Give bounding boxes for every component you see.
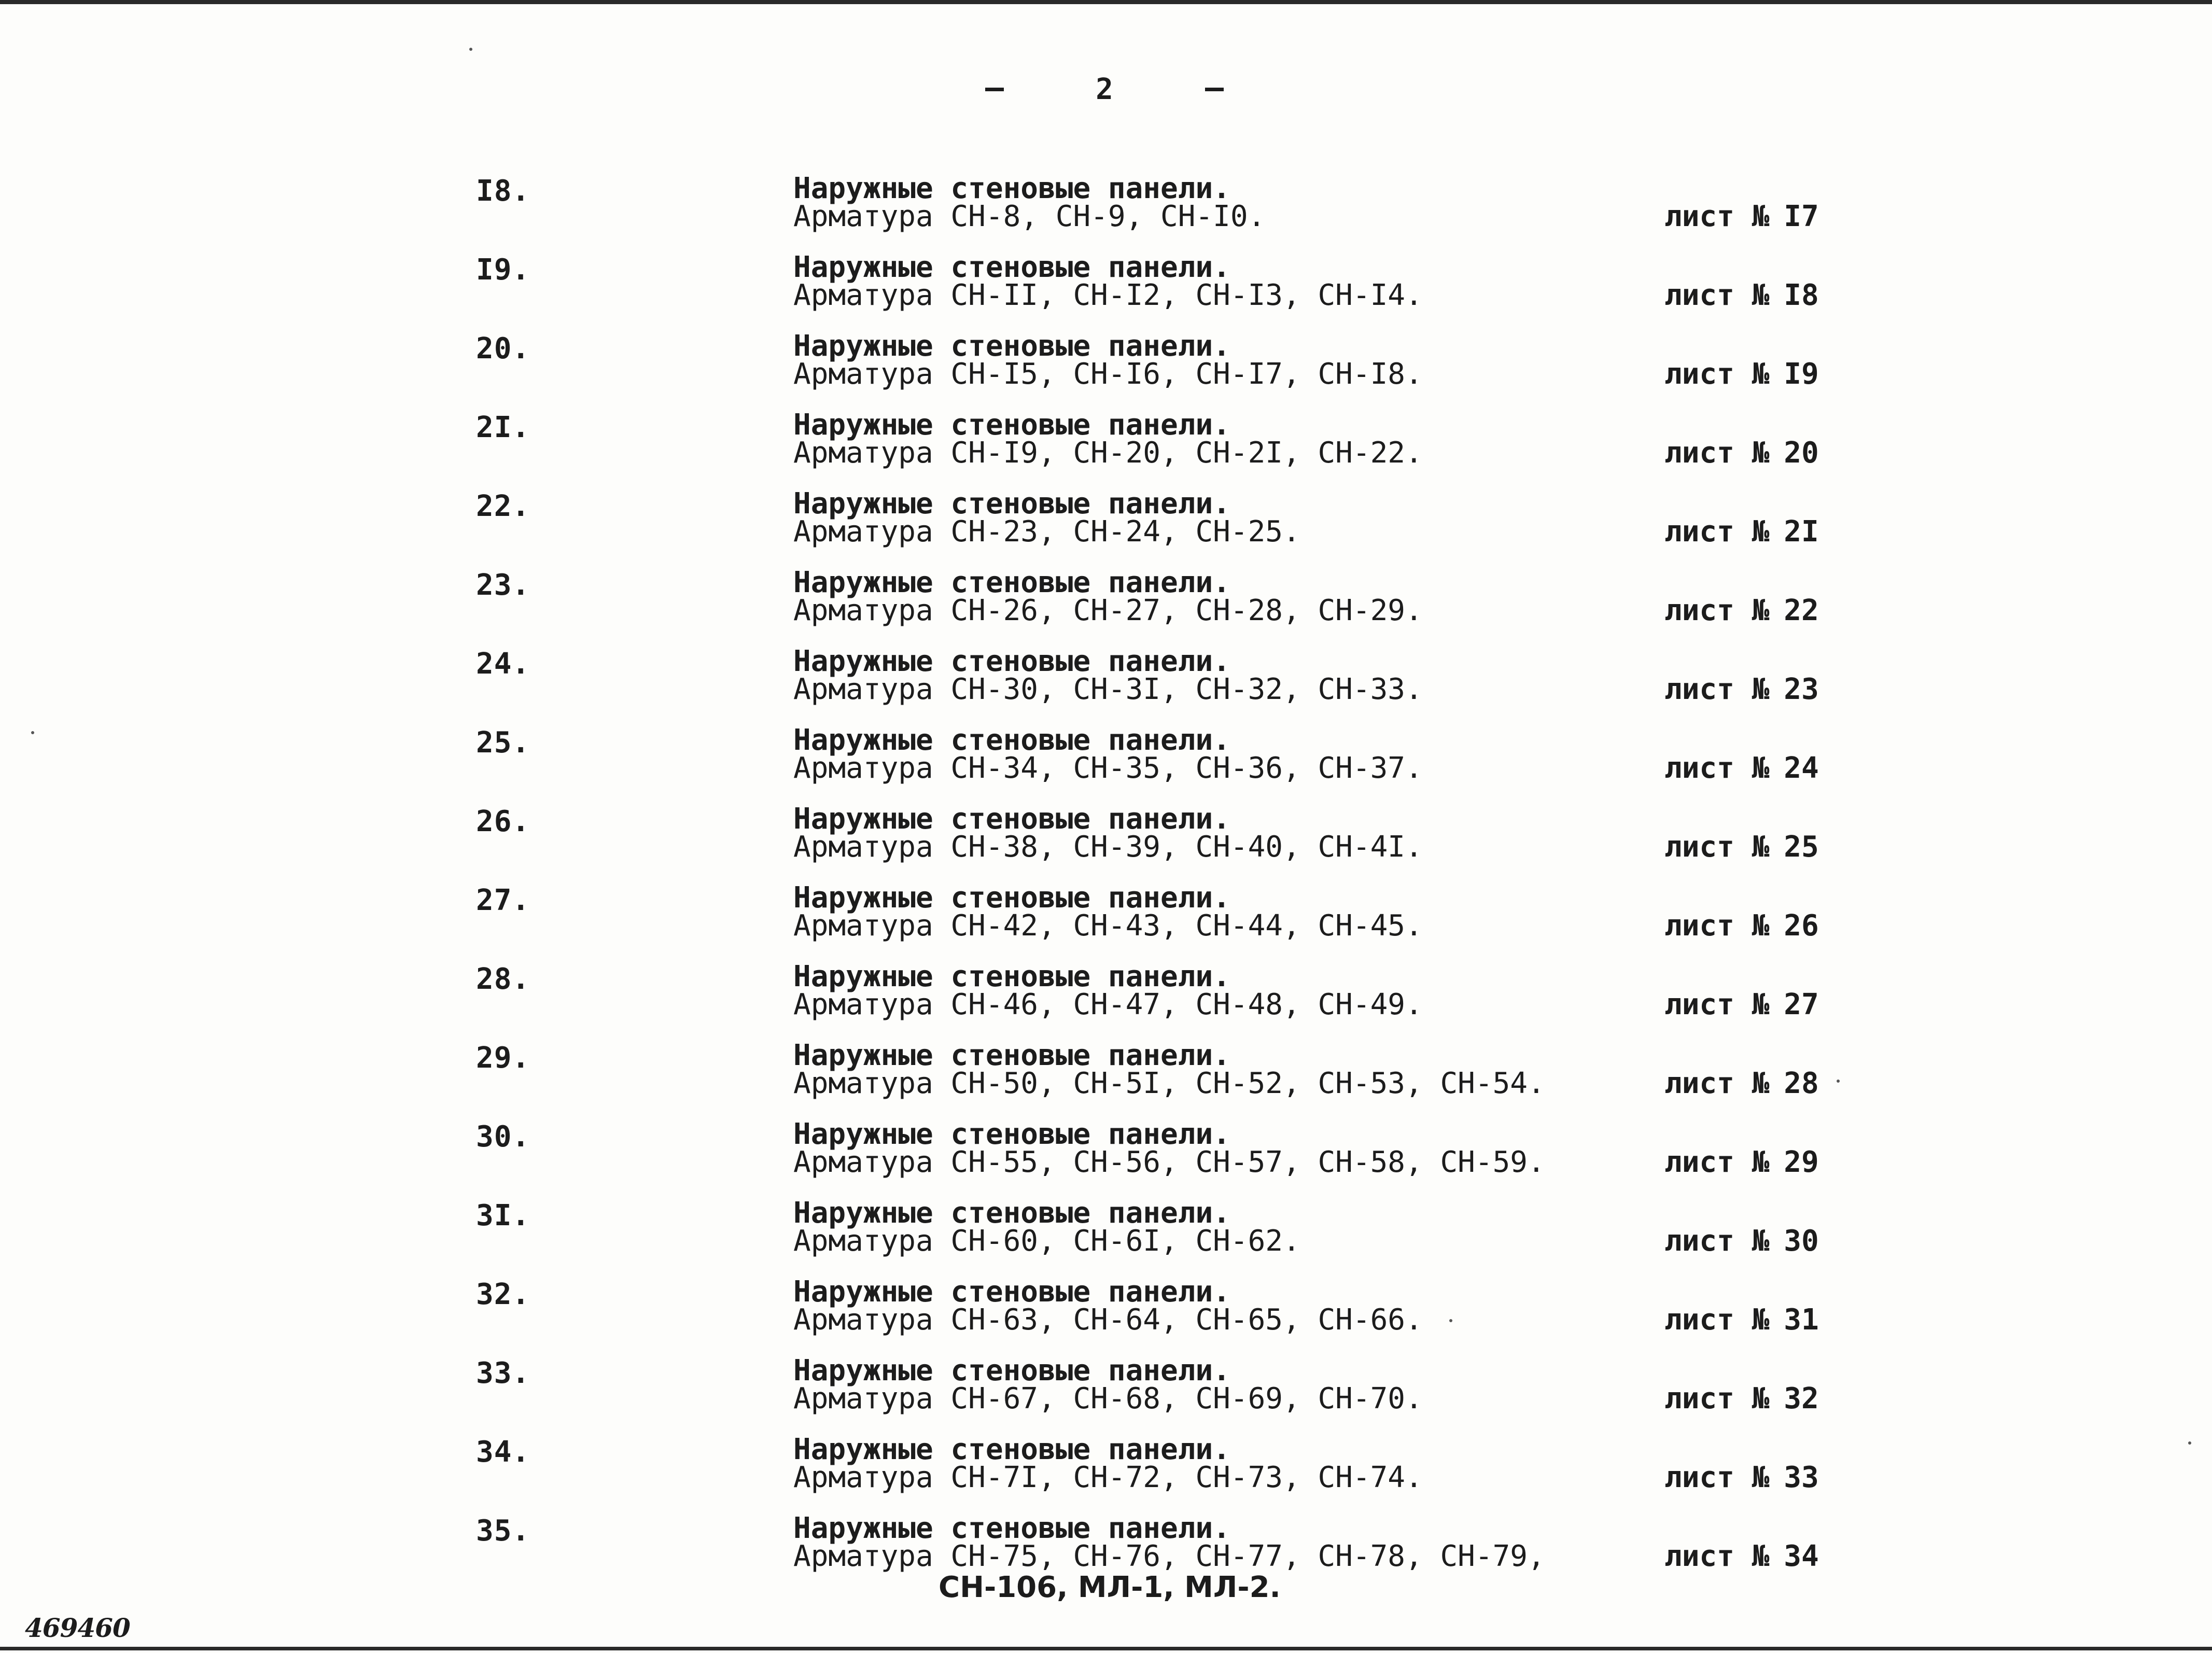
sheet-label: лист №	[1664, 1067, 1770, 1100]
list-item	[0, 568, 2212, 647]
item-rebar-list: Арматура СН-63, СН-64, СН-65, СН-66.	[793, 1303, 1423, 1337]
item-rebar-list: Арматура СН-26, СН-27, СН-28, СН-29.	[793, 594, 1423, 627]
item-rebar-list: Арматура СН-38, СН-39, СН-40, СН-4I.	[793, 830, 1423, 864]
item-number: 25.	[476, 726, 530, 760]
sheet-label: лист №	[1664, 278, 1770, 312]
item-title: Наружные стеновые панели.	[793, 487, 1230, 521]
sheet-label: лист №	[1664, 1539, 1770, 1573]
item-number: 33.	[476, 1356, 530, 1390]
item-title: Наружные стеновые панели.	[793, 1433, 1230, 1466]
sheet-number: 25	[1784, 830, 1819, 864]
list-item	[0, 250, 2212, 332]
item-rebar-list: Арматура СН-30, СН-3I, СН-32, СН-33.	[793, 673, 1423, 706]
scan-speck	[1449, 1319, 1452, 1322]
sheet-label: лист №	[1664, 594, 1770, 627]
item-number: 22.	[476, 489, 530, 523]
sheet-number: 32	[1784, 1382, 1819, 1416]
list-item	[0, 647, 2212, 726]
item-rebar-list: Арматура СН-I9, СН-20, СН-2I, СН-22.	[793, 436, 1423, 470]
list-item	[0, 1511, 2212, 1613]
item-sheet-ref	[1664, 1226, 1819, 1257]
item-number: 23.	[476, 568, 530, 602]
top-border-line	[0, 0, 2212, 4]
item-rebar-list: Арматура СН-II, СН-I2, СН-I3, СН-I4.	[793, 278, 1423, 312]
item-sheet-ref	[1664, 1147, 1819, 1178]
item-title: Наружные стеновые панели.	[793, 1354, 1230, 1388]
sheet-number: I9	[1784, 357, 1819, 391]
sheet-label: лист №	[1664, 436, 1770, 470]
item-title: Наружные стеновые панели.	[793, 566, 1230, 599]
list-item	[0, 1117, 2212, 1199]
item-sheet-ref	[1664, 1383, 1819, 1414]
sheet-label: лист №	[1664, 830, 1770, 864]
item-rebar-list: Арматура СН-I5, СН-I6, СН-I7, СН-I8.	[793, 357, 1423, 391]
item-number: 26.	[476, 805, 530, 838]
item-rebar-list: Арматура СН-60, СН-6I, СН-62.	[793, 1224, 1300, 1258]
list-item	[0, 174, 2212, 253]
item-title: Наружные стеновые панели.	[793, 881, 1230, 915]
sheet-label: лист №	[1664, 988, 1770, 1021]
item-number: 27.	[476, 884, 530, 917]
sheet-number: 2I	[1784, 515, 1819, 549]
scan-speck	[1837, 1080, 1840, 1083]
sheet-number: 31	[1784, 1303, 1819, 1337]
sheet-number: 27	[1784, 988, 1819, 1021]
item-sheet-ref	[1664, 989, 1819, 1020]
list-item	[0, 1196, 2212, 1278]
item-title: Наружные стеновые панели.	[793, 172, 1230, 205]
item-sheet-ref	[1664, 1068, 1819, 1099]
item-rebar-list: Арматура СН-34, СН-35, СН-36, СН-37.	[793, 751, 1423, 785]
list-item	[0, 962, 2212, 1041]
sheet-label: лист №	[1664, 673, 1770, 706]
sheet-number: 22	[1784, 594, 1819, 627]
item-rebar-list: Арматура СН-46, СН-47, СН-48, СН-49.	[793, 988, 1423, 1021]
sheet-label: лист №	[1664, 909, 1770, 943]
item-title: Наружные стеновые панели.	[793, 645, 1230, 678]
sheet-label: лист №	[1664, 1382, 1770, 1416]
item-rebar-list: Арматура СН-55, СН-56, СН-57, СН-58, СН-59.	[793, 1145, 1545, 1179]
item-title: Наружные стеновые панели.	[793, 329, 1230, 363]
bottom-border-line	[0, 1647, 2212, 1650]
item-rebar-list: Арматура СН-42, СН-43, СН-44, СН-45.	[793, 909, 1423, 943]
item-sheet-ref	[1664, 280, 1819, 311]
list-item	[0, 1356, 2212, 1435]
sheet-number: I8	[1784, 278, 1819, 312]
sheet-label: лист №	[1664, 1224, 1770, 1258]
inventory-number: 469460	[25, 1613, 130, 1643]
contents-list	[0, 174, 2212, 1613]
list-item	[0, 1435, 2212, 1514]
item-rebar-list: Арматура СН-23, СН-24, СН-25.	[793, 515, 1300, 549]
list-item	[0, 1275, 2212, 1356]
item-rebar-list: Арматура СН-67, СН-68, СН-69, СН-70.	[793, 1382, 1423, 1416]
sheet-number: 33	[1784, 1461, 1819, 1494]
list-item	[0, 1041, 2212, 1120]
item-sheet-ref	[1664, 1541, 1819, 1572]
sheet-label: лист №	[1664, 515, 1770, 549]
item-number: 35.	[476, 1514, 530, 1548]
item-title: Наружные стеновые панели.	[793, 960, 1230, 993]
page-number-right-dash	[1205, 88, 1224, 91]
sheet-number: 29	[1784, 1145, 1819, 1179]
sheet-label: лист №	[1664, 200, 1770, 233]
item-number: 32.	[476, 1278, 530, 1311]
sheet-label: лист №	[1664, 1145, 1770, 1179]
item-number: I8.	[476, 174, 530, 208]
item-rebar-list: Арматура СН-50, СН-5I, СН-52, СН-53, СН-54.	[793, 1067, 1545, 1100]
item-number: 2I.	[476, 411, 530, 444]
item-title: Наружные стеновые панели.	[793, 408, 1230, 442]
item-number: I9.	[476, 253, 530, 287]
item-title: Наружные стеновые панели.	[793, 250, 1230, 284]
item-sheet-ref	[1664, 1462, 1819, 1493]
sheet-label: лист №	[1664, 1303, 1770, 1337]
sheet-label: лист №	[1664, 1461, 1770, 1494]
item-title: Наружные стеновые панели.	[793, 1039, 1230, 1072]
item-sheet-ref	[1664, 910, 1819, 942]
item-sheet-ref	[1664, 1305, 1819, 1336]
item-sheet-ref	[1664, 674, 1819, 705]
sheet-number: 30	[1784, 1224, 1819, 1258]
item-sheet-ref	[1664, 201, 1819, 232]
scan-speck	[31, 731, 34, 734]
sheet-number: 34	[1784, 1539, 1819, 1573]
page-number	[985, 73, 1224, 106]
item-number: 3I.	[476, 1199, 530, 1232]
item-rebar-list: Арматура СН-8, СН-9, СН-I0.	[793, 200, 1266, 233]
list-item	[0, 881, 2212, 962]
sheet-label: лист №	[1664, 751, 1770, 785]
item-title: Наружные стеновые панели.	[793, 1117, 1230, 1151]
sheet-number: 23	[1784, 673, 1819, 706]
sheet-number: 28	[1784, 1067, 1819, 1100]
item-sheet-ref	[1664, 595, 1819, 626]
item-number: 20.	[476, 332, 530, 366]
item-sheet-ref	[1664, 753, 1819, 784]
sheet-number: 24	[1784, 751, 1819, 785]
page-number-value: 2	[1096, 73, 1113, 106]
scan-speck	[2188, 1441, 2191, 1445]
scan-speck	[469, 48, 472, 51]
item-rebar-list-continued: СН-106, МЛ-1, МЛ-2.	[939, 1571, 1281, 1604]
sheet-number: 26	[1784, 909, 1819, 943]
list-item	[0, 489, 2212, 568]
item-sheet-ref	[1664, 359, 1819, 390]
item-title: Наружные стеновые панели.	[793, 723, 1230, 757]
item-sheet-ref	[1664, 832, 1819, 863]
item-number: 24.	[476, 647, 530, 681]
sheet-number: 20	[1784, 436, 1819, 470]
item-sheet-ref	[1664, 516, 1819, 548]
page-number-left-dash	[985, 88, 1004, 91]
item-number: 30.	[476, 1120, 530, 1154]
item-title: Наружные стеновые панели.	[793, 1275, 1230, 1309]
list-item	[0, 408, 2212, 489]
item-rebar-list: Арматура СН-75, СН-76, СН-77, СН-78, СН-79,	[793, 1539, 1545, 1573]
item-rebar-list: Арматура СН-7I, СН-72, СН-73, СН-74.	[793, 1461, 1423, 1494]
item-number: 29.	[476, 1041, 530, 1075]
list-item	[0, 329, 2212, 411]
list-item	[0, 802, 2212, 884]
item-number: 28.	[476, 962, 530, 996]
sheet-label: лист №	[1664, 357, 1770, 391]
item-title: Наружные стеновые панели.	[793, 1196, 1230, 1230]
list-item	[0, 723, 2212, 805]
item-title: Наружные стеновые панели.	[793, 1511, 1230, 1545]
item-sheet-ref	[1664, 438, 1819, 469]
item-number: 34.	[476, 1435, 530, 1469]
sheet-number: I7	[1784, 200, 1819, 233]
item-title: Наружные стеновые панели.	[793, 802, 1230, 836]
